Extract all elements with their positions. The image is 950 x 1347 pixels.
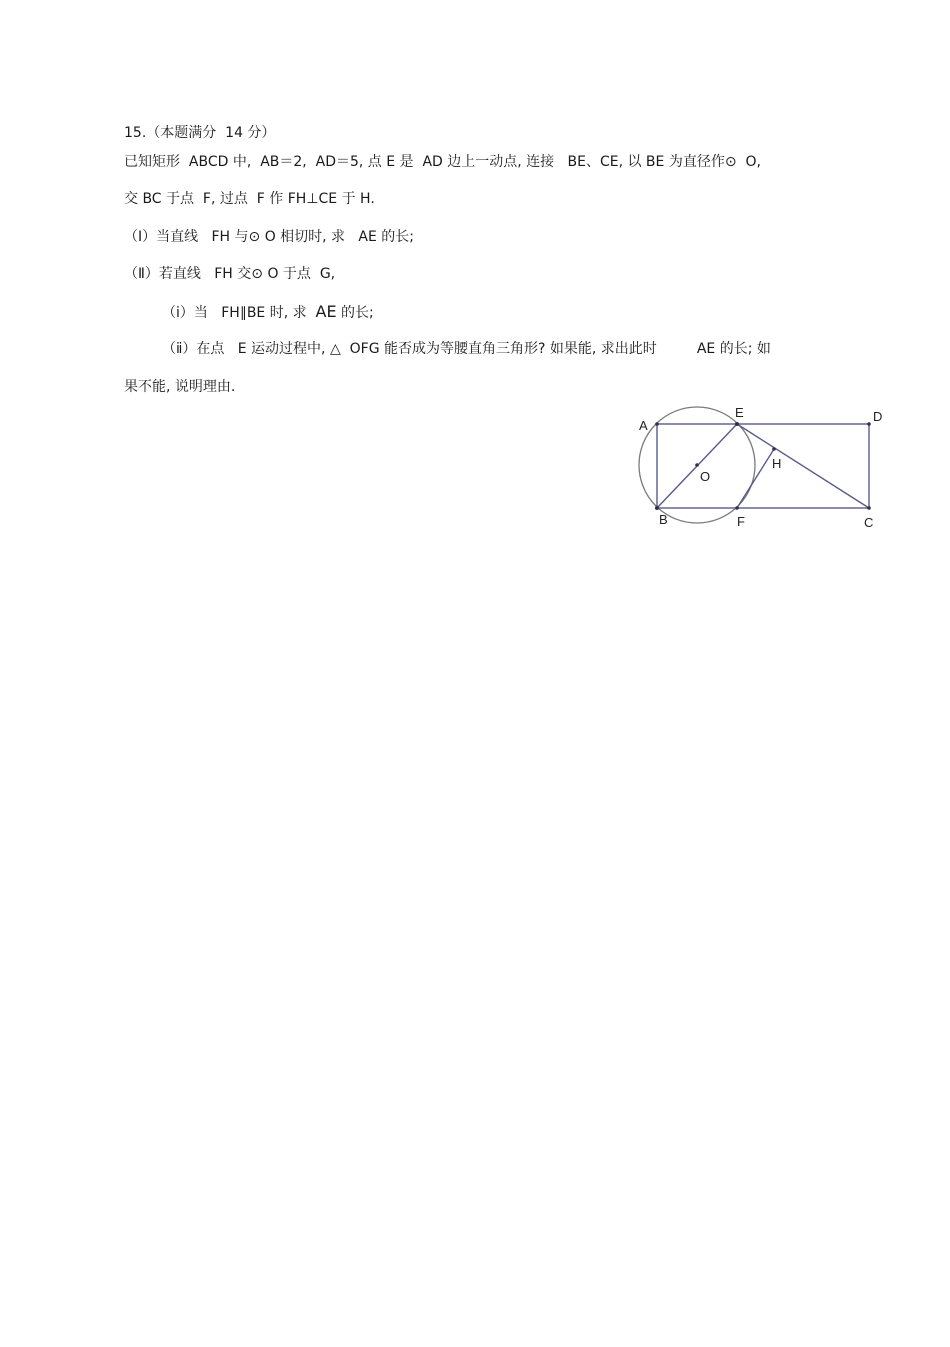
segment-ce — [737, 424, 869, 508]
sub-question-2-continuation: 果不能, 说明理由. — [124, 379, 236, 395]
label-e: E — [735, 405, 744, 420]
point-e — [735, 422, 739, 426]
point-c — [867, 506, 871, 510]
sub-question-1 — [162, 303, 374, 322]
problem-statement-line-1: 已知矩形 ABCD 中, AB＝2, AD＝5, 点 E 是 AD 边上一动点, 连接 BE、CE, 以 BE 为直径作⊙ O, — [124, 154, 761, 170]
sub-question-1-prefix: （ⅰ）当 FH∥BE 时, 求 — [162, 305, 316, 321]
geometry-figure — [628, 398, 898, 538]
label-a: A — [639, 418, 648, 433]
label-h: H — [772, 456, 782, 471]
point-a — [655, 422, 659, 426]
point-b — [655, 506, 659, 510]
point-o — [695, 463, 699, 467]
problem-statement-line-2: 交 BC 于点 F, 过点 F 作 FH⊥CE 于 H. — [124, 191, 375, 207]
sub-question-2: （ⅱ）在点 E 运动过程中, △ OFG 能否成为等腰直角三角形? 如果能, 求出此时 AE 的长; 如 — [162, 341, 771, 357]
label-o: O — [700, 469, 711, 484]
label-d: D — [873, 409, 883, 424]
point-h — [772, 447, 776, 451]
label-f: F — [737, 514, 745, 529]
label-b: B — [659, 512, 668, 527]
sub-question-1-variable: AE — [315, 302, 337, 321]
sub-question-1-suffix: 的长; — [336, 305, 374, 321]
part-2-question: （Ⅱ）若直线 FH 交⊙ O 于点 G, — [124, 266, 336, 282]
label-c: C — [864, 515, 874, 530]
point-d — [867, 422, 871, 426]
segment-fh — [737, 449, 774, 508]
point-f — [735, 506, 739, 510]
part-1-question: （Ⅰ）当直线 FH 与⊙ O 相切时, 求 AE 的长; — [124, 229, 415, 245]
problem-header: 15.（本题满分 14 分） — [124, 125, 276, 141]
